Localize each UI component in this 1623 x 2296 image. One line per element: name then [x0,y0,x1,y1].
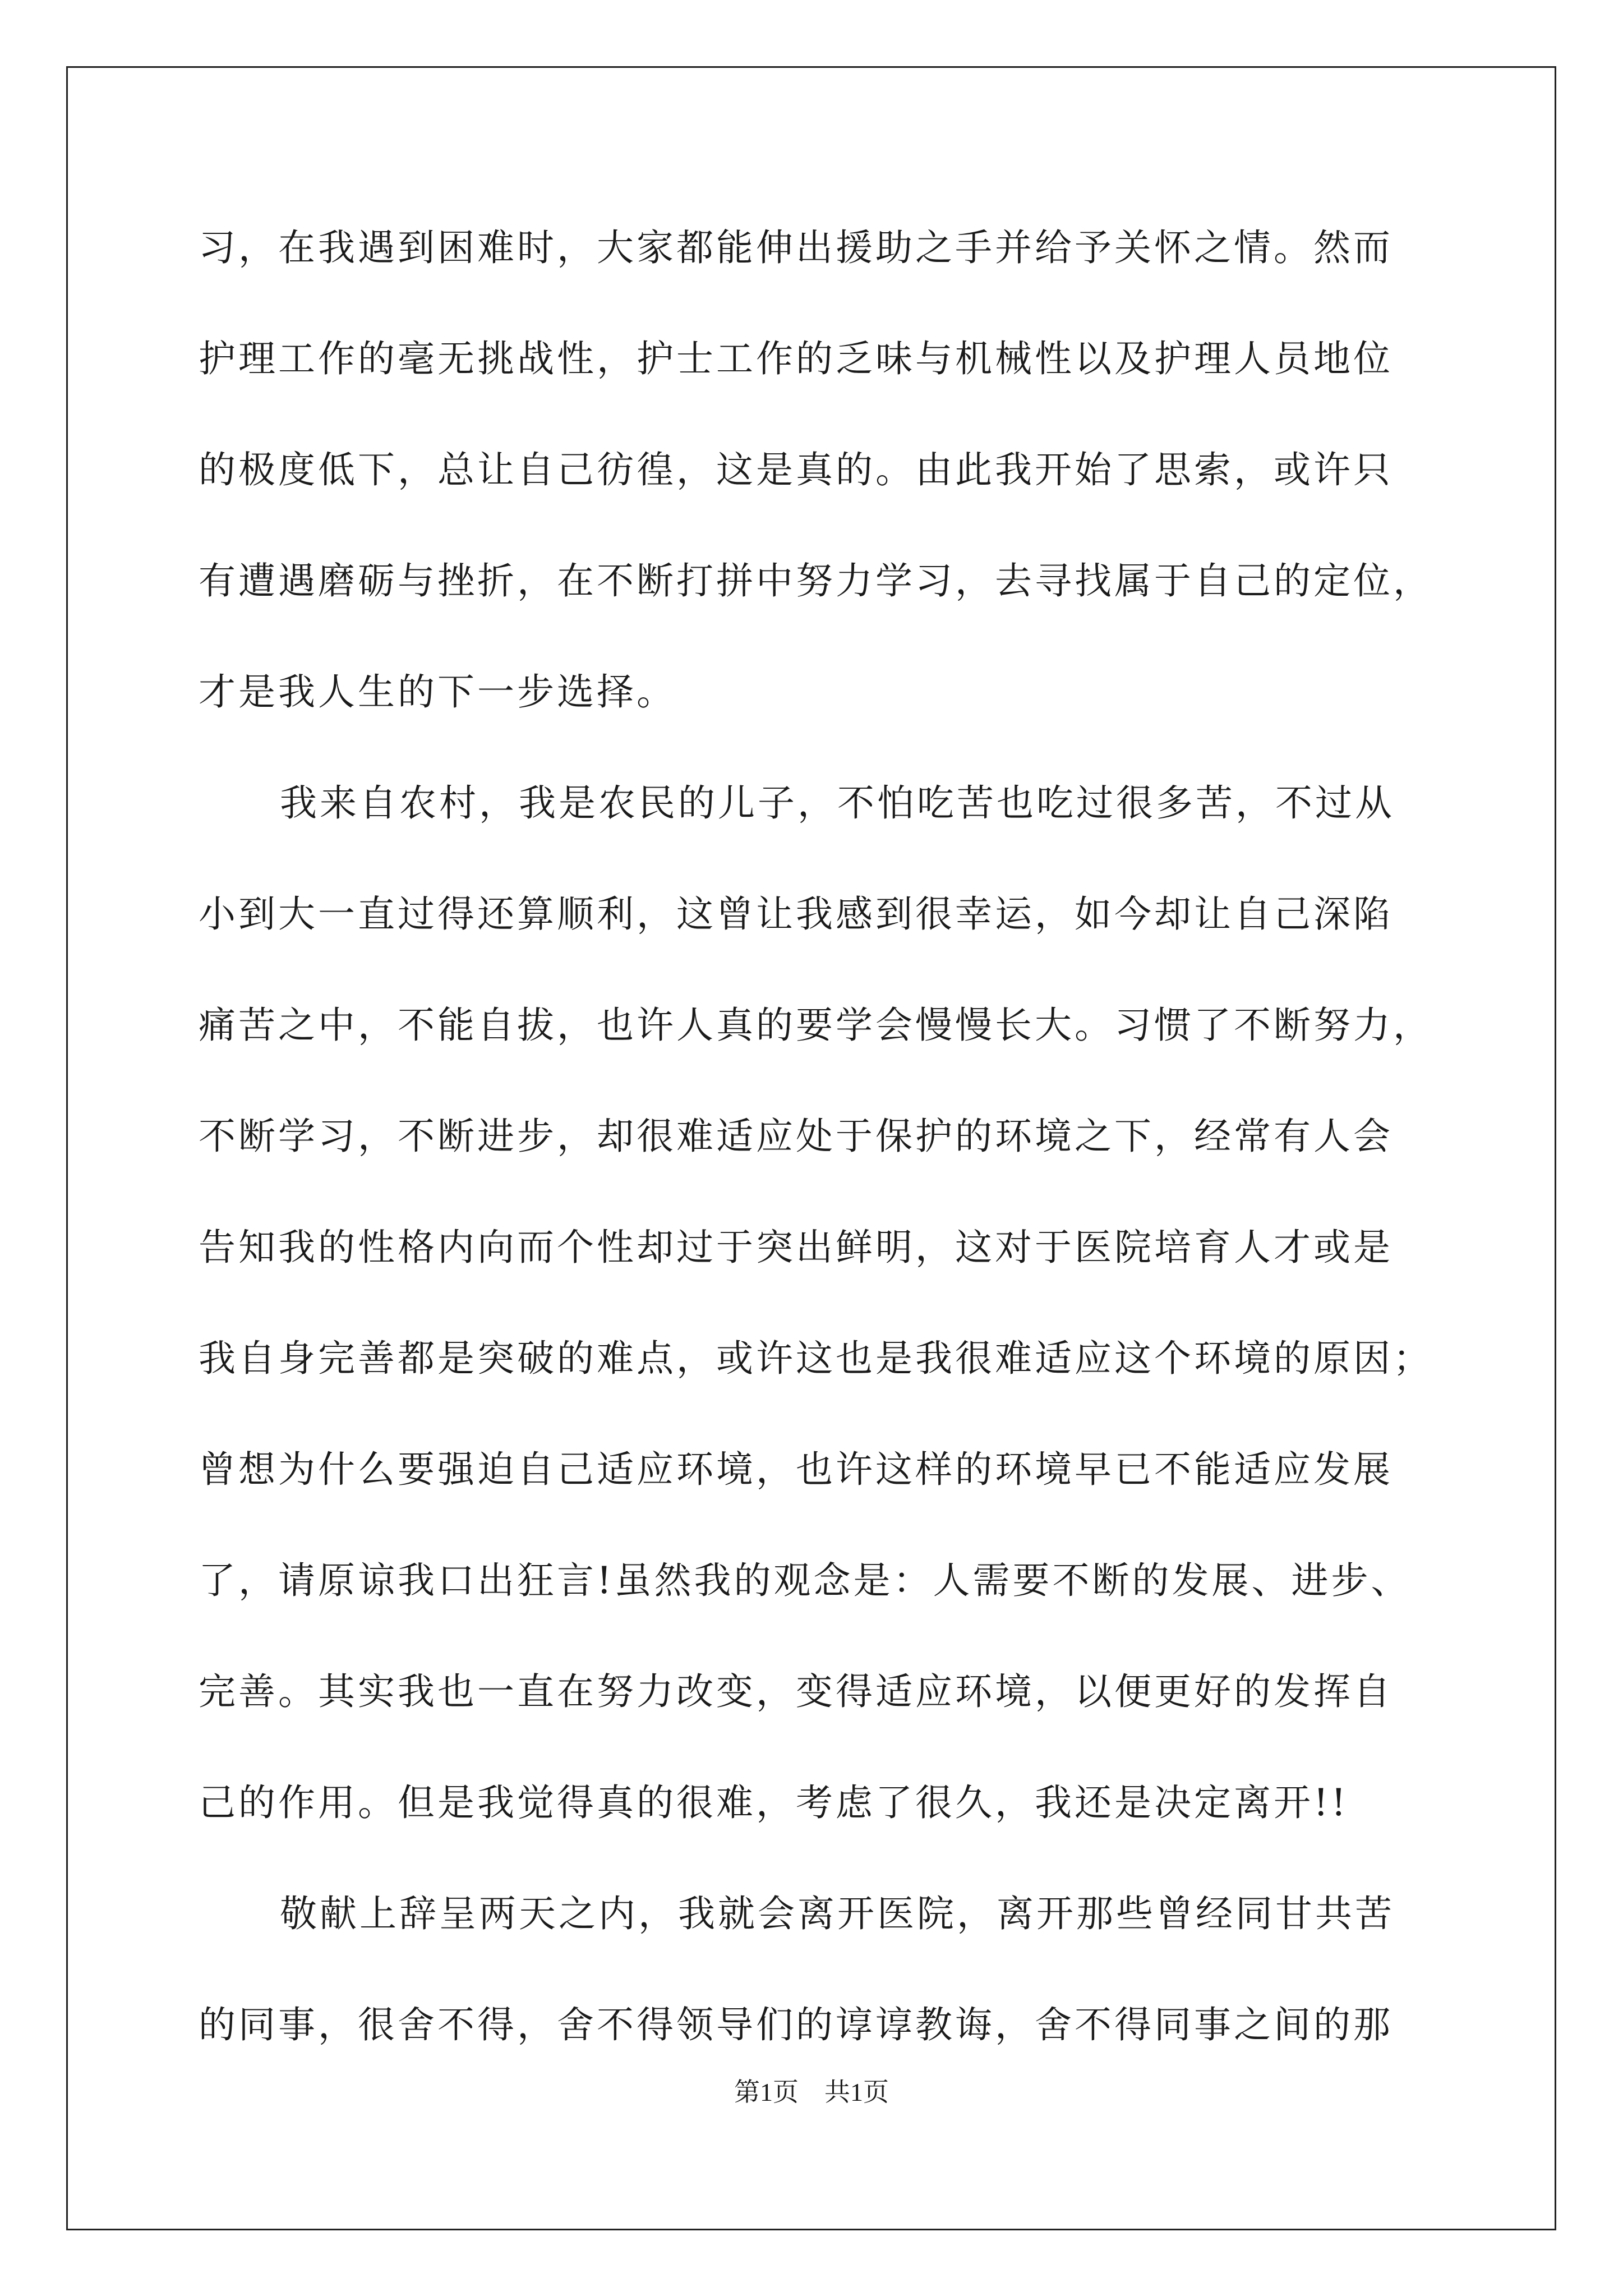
text-line: 有遭遇磨砺与挫折，在不断打拼中努力学习，去寻找属于自己的定位， [199,559,1433,602]
text-line: 告知我的性格内向而个性却过于突出鲜明，这对于医院培育人才或是 [199,1226,1393,1269]
text-line: 了，请原谅我口出狂言!虽然我的观念是：人需要不断的发展、进步、 [199,1559,1411,1602]
paragraph-start-line: 我来自农村，我是农民的儿子，不怕吃苦也吃过很多苦，不过从 [280,781,1395,825]
text-line: 不断学习，不断进步，却很难适应处于保护的环境之下，经常有人会 [199,1115,1393,1158]
document-body [199,220,1438,2108]
text-line: 我自身完善都是突破的难点，或许这也是我很难适应这个环境的原因； [199,1337,1433,1380]
text-line: 痛苦之中，不能自拔，也许人真的要学会慢慢长大。习惯了不断努力， [199,1004,1433,1047]
text-line: 己的作用。但是我觉得真的很难，考虑了很久，我还是决定离开!! [199,1781,1349,1824]
text-line: 才是我人生的下一步选择。 [199,670,676,714]
text-line: 护理工作的毫无挑战性，护士工作的乏味与机械性以及护理人员地位 [199,337,1393,380]
text-line: 完善。其实我也一直在努力改变，变得适应环境，以便更好的发挥自 [199,1670,1393,1713]
text-line: 小到大一直过得还算顺利，这曾让我感到很幸运，如今却让自己深陷 [199,892,1393,936]
paragraph-start-line: 敬献上辞呈两天之内，我就会离开医院，离开那些曾经同甘共苦 [280,1892,1395,1935]
page-number-footer: 第1页 共1页 [734,2078,889,2106]
text-line: 习，在我遇到困难时，大家都能伸出援助之手并给予关怀之情。然而 [199,226,1393,269]
text-line: 的同事，很舍不得，舍不得领导们的谆谆教诲，舍不得同事之间的那 [199,2003,1393,2046]
text-line: 曾想为什么要强迫自己适应环境，也许这样的环境早已不能适应发展 [199,1448,1393,1491]
text-line: 的极度低下，总让自己彷徨，这是真的。由此我开始了思索，或许只 [199,448,1393,491]
